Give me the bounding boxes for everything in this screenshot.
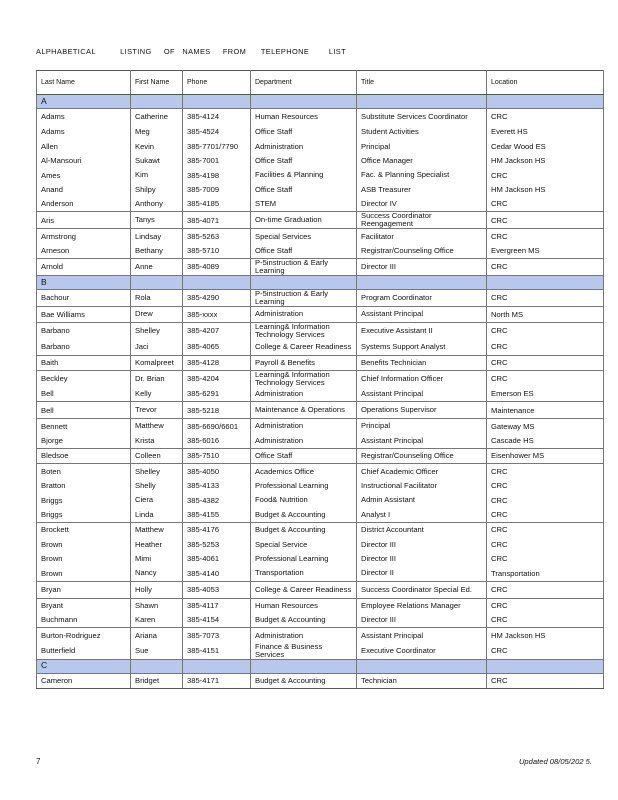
header-location: Location <box>487 71 604 95</box>
first-name-cell: Kelly <box>131 387 183 402</box>
first-name-cell: Catherine <box>131 109 183 126</box>
department-cell: Special Service <box>251 537 357 551</box>
first-name-cell: Anne <box>131 259 183 276</box>
first-name-cell: Linda <box>131 508 183 523</box>
title-cell: Assistant Principal <box>357 628 487 643</box>
title-cell: Admin Assistant <box>357 493 487 507</box>
section-cell <box>183 276 251 290</box>
table-row <box>37 139 604 153</box>
phone-cell: 385-4154 <box>183 613 251 628</box>
table-row <box>37 259 604 276</box>
department-cell: Administration <box>251 307 357 322</box>
directory-table <box>36 70 604 689</box>
title-cell: Student Activities <box>357 125 487 139</box>
first-name-cell: Heather <box>131 537 183 551</box>
department-cell: College & Career Readiness <box>251 581 357 598</box>
department-cell: Office Staff <box>251 125 357 139</box>
table-row <box>37 552 604 566</box>
section-cell <box>183 659 251 673</box>
first-name-cell: Dr. Brian <box>131 370 183 387</box>
location-cell: CRC <box>487 537 604 551</box>
department-cell: Professional Learning <box>251 479 357 493</box>
table-row <box>37 449 604 464</box>
title-cell: Registrar/Counseling Office <box>357 244 487 259</box>
first-name-cell: Drew <box>131 307 183 322</box>
section-header-row <box>37 95 604 109</box>
location-cell: CRC <box>487 370 604 387</box>
title-cell: Success Coordinator Special Ed. <box>357 581 487 598</box>
location-cell: CRC <box>487 673 604 688</box>
last-name-cell: Arnold <box>37 259 131 276</box>
title-cell: Benefits Technician <box>357 355 487 370</box>
phone-cell: 385-7001 <box>183 154 251 168</box>
first-name-cell: Sukawt <box>131 154 183 168</box>
last-name-cell: Bledsoe <box>37 449 131 464</box>
last-name-cell: Burton-Rodriguez <box>37 628 131 643</box>
table-row <box>37 673 604 688</box>
table-row <box>37 212 604 229</box>
phone-cell: 385-4117 <box>183 598 251 613</box>
table-row <box>37 125 604 139</box>
header-first-name: First Name <box>131 71 183 95</box>
header-phone: Phone <box>183 71 251 95</box>
title-cell: Program Coordinator <box>357 290 487 307</box>
first-name-cell: Komalpreet <box>131 355 183 370</box>
last-name-cell: Aris <box>37 212 131 229</box>
department-cell: Office Staff <box>251 244 357 259</box>
phone-cell: 385-4140 <box>183 566 251 581</box>
title-cell: Assistant Principal <box>357 387 487 402</box>
first-name-cell: Shilpy <box>131 183 183 197</box>
title-cell: Executive Assistant II <box>357 322 487 339</box>
phone-cell: 385-4124 <box>183 109 251 126</box>
title-cell: Operations Supervisor <box>357 402 487 419</box>
first-name-cell: Shawn <box>131 598 183 613</box>
department-cell: Administration <box>251 139 357 153</box>
first-name-cell: Ariana <box>131 628 183 643</box>
last-name-cell: Brown <box>37 552 131 566</box>
table-row <box>37 355 604 370</box>
location-cell: CRC <box>487 479 604 493</box>
title-cell: Principal <box>357 419 487 434</box>
first-name-cell: Bridget <box>131 673 183 688</box>
table-row <box>37 183 604 197</box>
department-cell: Budget & Accounting <box>251 508 357 523</box>
last-name-cell: Briggs <box>37 508 131 523</box>
last-name-cell: Bell <box>37 387 131 402</box>
location-cell: Cedar Wood ES <box>487 139 604 153</box>
last-name-cell: Bachour <box>37 290 131 307</box>
location-cell: CRC <box>487 229 604 244</box>
table-row <box>37 464 604 479</box>
department-cell: Maintenance & Operations <box>251 402 357 419</box>
table-row <box>37 419 604 434</box>
table-row <box>37 339 604 356</box>
first-name-cell: Lindsay <box>131 229 183 244</box>
phone-cell: 385-7009 <box>183 183 251 197</box>
section-header-row <box>37 659 604 673</box>
department-cell: Academics Office <box>251 464 357 479</box>
phone-cell: 385-7701/7790 <box>183 139 251 153</box>
phone-cell: 385-4207 <box>183 322 251 339</box>
last-name-cell: Barbano <box>37 339 131 356</box>
section-cell <box>251 659 357 673</box>
department-cell: Administration <box>251 434 357 449</box>
first-name-cell: Mimi <box>131 552 183 566</box>
department-cell: Human Resources <box>251 598 357 613</box>
last-name-cell: Bae Williams <box>37 307 131 322</box>
location-cell: CRC <box>487 613 604 628</box>
phone-cell: 385-4061 <box>183 552 251 566</box>
phone-cell: 385-4204 <box>183 370 251 387</box>
last-name-cell: Boten <box>37 464 131 479</box>
title-cell: Director III <box>357 537 487 551</box>
first-name-cell: Rola <box>131 290 183 307</box>
department-cell: Office Staff <box>251 449 357 464</box>
title-cell: Chief Information Officer <box>357 370 487 387</box>
location-cell: CRC <box>487 493 604 507</box>
table-row <box>37 523 604 538</box>
title-cell: Director IV <box>357 197 487 212</box>
last-name-cell: Bratton <box>37 479 131 493</box>
title-cell: Registrar/Counseling Office <box>357 449 487 464</box>
location-cell: Maintenance <box>487 402 604 419</box>
last-name-cell: Bryant <box>37 598 131 613</box>
department-cell: Professional Learning <box>251 552 357 566</box>
title-cell: Chief Academic Officer <box>357 464 487 479</box>
table-row <box>37 434 604 449</box>
location-cell: HM Jackson HS <box>487 154 604 168</box>
location-cell: CRC <box>487 355 604 370</box>
location-cell: Gateway MS <box>487 419 604 434</box>
department-cell: Budget & Accounting <box>251 673 357 688</box>
table-row <box>37 566 604 581</box>
title-cell: Technician <box>357 673 487 688</box>
last-name-cell: Anand <box>37 183 131 197</box>
last-name-cell: Adams <box>37 109 131 126</box>
department-cell: Learning& Information Technology Services <box>251 370 357 387</box>
last-name-cell: Anderson <box>37 197 131 212</box>
title-cell: Systems Support Analyst <box>357 339 487 356</box>
last-name-cell: Buchmann <box>37 613 131 628</box>
table-row <box>37 168 604 182</box>
last-name-cell: Barbano <box>37 322 131 339</box>
location-cell: HM Jackson HS <box>487 183 604 197</box>
department-cell: Learning& Information Technology Services <box>251 322 357 339</box>
first-name-cell: Ciera <box>131 493 183 507</box>
title-cell: Assistant Principal <box>357 307 487 322</box>
department-cell: Administration <box>251 387 357 402</box>
table-row <box>37 643 604 660</box>
location-cell: CRC <box>487 464 604 479</box>
header-department: Department <box>251 71 357 95</box>
section-cell <box>251 276 357 290</box>
table-row <box>37 581 604 598</box>
department-cell: On-time Graduation <box>251 212 357 229</box>
phone-cell: 385-5218 <box>183 402 251 419</box>
first-name-cell: Anthony <box>131 197 183 212</box>
department-cell: College & Career Readiness <box>251 339 357 356</box>
department-cell: Administration <box>251 419 357 434</box>
department-cell: Human Resources <box>251 109 357 126</box>
phone-cell: 385-7510 <box>183 449 251 464</box>
section-cell <box>357 95 487 109</box>
table-row <box>37 290 604 307</box>
first-name-cell: Sue <box>131 643 183 660</box>
last-name-cell: Briggs <box>37 493 131 507</box>
phone-cell: 385-4171 <box>183 673 251 688</box>
table-row <box>37 109 604 126</box>
phone-cell: 385-5253 <box>183 537 251 551</box>
location-cell: CRC <box>487 212 604 229</box>
department-cell: Office Staff <box>251 183 357 197</box>
location-cell: North MS <box>487 307 604 322</box>
phone-cell: 385-4155 <box>183 508 251 523</box>
phone-cell: 385-4128 <box>183 355 251 370</box>
department-cell: Budget & Accounting <box>251 523 357 538</box>
title-cell: Executive Coordinator <box>357 643 487 660</box>
last-name-cell: Butterfield <box>37 643 131 660</box>
title-cell: Principal <box>357 139 487 153</box>
table-row <box>37 229 604 244</box>
phone-cell: 385-5710 <box>183 244 251 259</box>
phone-cell: 385-6016 <box>183 434 251 449</box>
department-cell: Facilities & Planning <box>251 168 357 182</box>
location-cell: CRC <box>487 259 604 276</box>
table-row <box>37 387 604 402</box>
location-cell: CRC <box>487 552 604 566</box>
last-name-cell: Beckley <box>37 370 131 387</box>
location-cell: Transportation <box>487 566 604 581</box>
first-name-cell: Karen <box>131 613 183 628</box>
phone-cell: 385-6690/6601 <box>183 419 251 434</box>
last-name-cell: Brockett <box>37 523 131 538</box>
last-name-cell: Brown <box>37 566 131 581</box>
first-name-cell: Trevor <box>131 402 183 419</box>
department-cell: Payroll & Benefits <box>251 355 357 370</box>
location-cell: CRC <box>487 109 604 126</box>
title-cell: Success Coordinator Reengagement <box>357 212 487 229</box>
phone-cell: 385-7073 <box>183 628 251 643</box>
title-cell: Office Manager <box>357 154 487 168</box>
department-cell: P-5instruction & Early Learning <box>251 290 357 307</box>
first-name-cell: Shelley <box>131 322 183 339</box>
phone-cell: 385-6291 <box>183 387 251 402</box>
department-cell: Finance & Business Services <box>251 643 357 660</box>
section-cell <box>183 95 251 109</box>
table-row <box>37 508 604 523</box>
first-name-cell: Colleen <box>131 449 183 464</box>
phone-cell: 385-4071 <box>183 212 251 229</box>
location-cell: CRC <box>487 339 604 356</box>
table-row <box>37 370 604 387</box>
header-last-name: Last Name <box>37 71 131 95</box>
phone-cell: 385-4089 <box>183 259 251 276</box>
phone-cell: 385-4198 <box>183 168 251 182</box>
last-name-cell: Al-Mansouri <box>37 154 131 168</box>
location-cell: CRC <box>487 643 604 660</box>
phone-cell: 385-4050 <box>183 464 251 479</box>
section-cell <box>357 659 487 673</box>
location-cell: HM Jackson HS <box>487 628 604 643</box>
section-cell <box>131 659 183 673</box>
first-name-cell: Jaci <box>131 339 183 356</box>
last-name-cell: Bennett <box>37 419 131 434</box>
last-name-cell: Allen <box>37 139 131 153</box>
department-cell: Transportation <box>251 566 357 581</box>
department-cell: Administration <box>251 628 357 643</box>
table-row <box>37 154 604 168</box>
first-name-cell: Shelly <box>131 479 183 493</box>
first-name-cell: Kevin <box>131 139 183 153</box>
table-row <box>37 197 604 212</box>
location-cell: CRC <box>487 197 604 212</box>
phone-cell: 385-4053 <box>183 581 251 598</box>
section-cell <box>131 95 183 109</box>
location-cell: Everett HS <box>487 125 604 139</box>
table-row <box>37 402 604 419</box>
section-header-row <box>37 276 604 290</box>
section-letter: C <box>37 659 131 673</box>
last-name-cell: Bjorge <box>37 434 131 449</box>
title-cell: Director II <box>357 566 487 581</box>
department-cell: Food& Nutrition <box>251 493 357 507</box>
section-cell <box>487 659 604 673</box>
section-cell <box>357 276 487 290</box>
last-name-cell: Brown <box>37 537 131 551</box>
section-cell <box>251 95 357 109</box>
location-cell: Eisenhower MS <box>487 449 604 464</box>
table-row <box>37 537 604 551</box>
first-name-cell: Nancy <box>131 566 183 581</box>
section-cell <box>487 276 604 290</box>
first-name-cell: Matthew <box>131 523 183 538</box>
title-cell: Facilitator <box>357 229 487 244</box>
title-cell: Substitute Services Coordinator <box>357 109 487 126</box>
last-name-cell: Armstrong <box>37 229 131 244</box>
location-cell: CRC <box>487 598 604 613</box>
header-title: Title <box>357 71 487 95</box>
title-cell: Director III <box>357 259 487 276</box>
department-cell: Special Services <box>251 229 357 244</box>
last-name-cell: Ames <box>37 168 131 182</box>
title-cell: Director III <box>357 552 487 566</box>
title-cell: Employee Relations Manager <box>357 598 487 613</box>
location-cell: Emerson ES <box>487 387 604 402</box>
first-name-cell: Meg <box>131 125 183 139</box>
table-row <box>37 598 604 613</box>
phone-cell: 385-4065 <box>183 339 251 356</box>
table-row <box>37 307 604 322</box>
title-cell: District Accountant <box>357 523 487 538</box>
location-cell: CRC <box>487 523 604 538</box>
department-cell: Office Staff <box>251 154 357 168</box>
phone-cell: 385-4290 <box>183 290 251 307</box>
section-cell <box>131 276 183 290</box>
phone-cell: 385-4176 <box>183 523 251 538</box>
location-cell: CRC <box>487 508 604 523</box>
phone-cell: 385-4185 <box>183 197 251 212</box>
department-cell: P-5instruction & Early Learning <box>251 259 357 276</box>
phone-cell: 385-xxxx <box>183 307 251 322</box>
first-name-cell: Holly <box>131 581 183 598</box>
first-name-cell: Bethany <box>131 244 183 259</box>
phone-cell: 385-4524 <box>183 125 251 139</box>
title-cell: Assistant Principal <box>357 434 487 449</box>
page-number: 7 <box>36 757 41 766</box>
phone-cell: 385-4133 <box>183 479 251 493</box>
last-name-cell: Baith <box>37 355 131 370</box>
document-title: ALPHABETICAL LISTING OF NAMES FROM TELEPHONE LIST <box>36 47 347 56</box>
last-name-cell: Bryan <box>37 581 131 598</box>
phone-cell: 385-4151 <box>183 643 251 660</box>
first-name-cell: Shelley <box>131 464 183 479</box>
first-name-cell: Kim <box>131 168 183 182</box>
first-name-cell: Matthew <box>131 419 183 434</box>
location-cell: CRC <box>487 168 604 182</box>
section-letter: B <box>37 276 131 290</box>
phone-cell: 385-4382 <box>183 493 251 507</box>
table-row <box>37 479 604 493</box>
last-name-cell: Arneson <box>37 244 131 259</box>
title-cell: Instructional Facilitator <box>357 479 487 493</box>
last-name-cell: Cameron <box>37 673 131 688</box>
location-cell: CRC <box>487 322 604 339</box>
location-cell: CRC <box>487 290 604 307</box>
section-cell <box>487 95 604 109</box>
department-cell: Budget & Accounting <box>251 613 357 628</box>
phone-cell: 385-5263 <box>183 229 251 244</box>
title-cell: Fac. & Planning Specialist <box>357 168 487 182</box>
title-cell: ASB Treasurer <box>357 183 487 197</box>
updated-date: Updated 08/05/202 5. <box>518 757 592 766</box>
first-name-cell: Tanys <box>131 212 183 229</box>
first-name-cell: Krista <box>131 434 183 449</box>
table-row <box>37 493 604 507</box>
table-row <box>37 244 604 259</box>
title-cell: Director III <box>357 613 487 628</box>
section-letter: A <box>37 95 131 109</box>
department-cell: STEM <box>251 197 357 212</box>
title-cell: Analyst I <box>357 508 487 523</box>
last-name-cell: Bell <box>37 402 131 419</box>
location-cell: CRC <box>487 581 604 598</box>
table-row <box>37 322 604 339</box>
table-row <box>37 613 604 628</box>
location-cell: Cascade HS <box>487 434 604 449</box>
location-cell: Evergreen MS <box>487 244 604 259</box>
table-row <box>37 628 604 643</box>
last-name-cell: Adams <box>37 125 131 139</box>
header-row <box>37 71 604 95</box>
